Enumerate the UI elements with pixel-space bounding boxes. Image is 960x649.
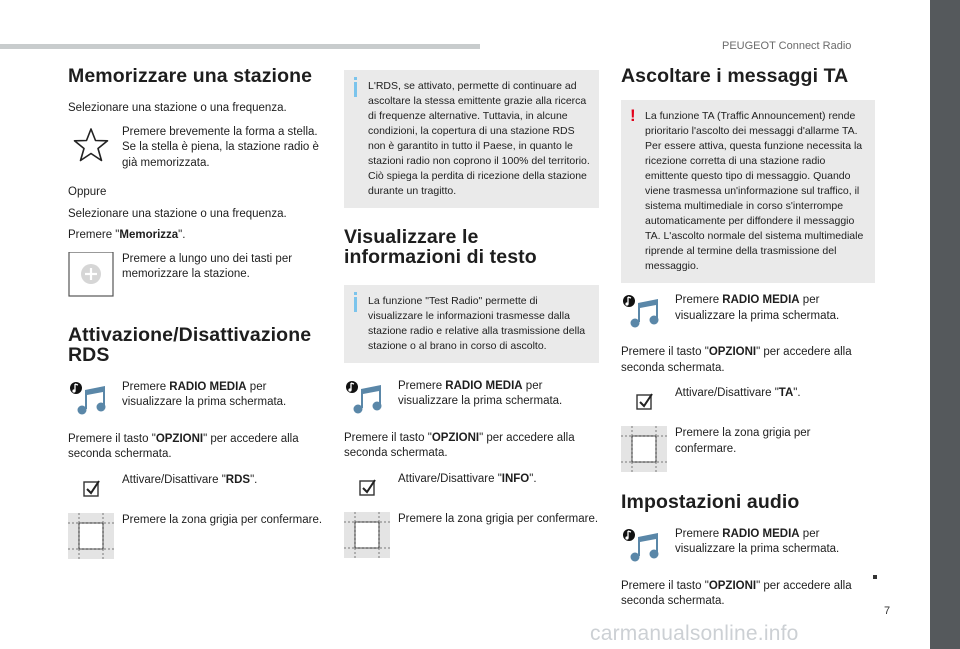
checkbox-icon <box>344 472 390 512</box>
text: Premere " <box>68 229 120 242</box>
step-text: Premere la zona grigia per confermare. <box>675 427 811 455</box>
text-bold: RADIO MEDIA <box>722 294 800 307</box>
info-text: L'RDS, se attivato, permette di continuare ad ascoltare la stessa emittente grazie alla ricerca di frequenze alternative. Tuttavia, in alcune condizioni, la copertura di una stazione RDS non è garantito in tutto il Paese, in quanto le stazioni radio non coprono il 100% del territorio. Ciò spiega la perdita di ricezione della stazione durante un tragitto. <box>368 80 590 197</box>
step-text <box>122 473 326 489</box>
section-heading: Memorizzare una stazione <box>68 65 313 87</box>
text-bold: Memorizza <box>119 229 179 242</box>
text: per visualizzare la prima schermata. <box>398 379 563 408</box>
text: " per accedere alla seconda schermata. <box>68 432 299 461</box>
step-text <box>398 472 599 488</box>
text: Attivare/Disattivare " <box>122 473 226 486</box>
text: ". <box>178 229 186 242</box>
step-text: Premere a lungo uno dei tasti per memorizzare la stazione. <box>122 252 293 281</box>
text-bold: OPZIONI <box>431 431 480 444</box>
text-bold: OPZIONI <box>708 346 757 359</box>
warning-text: La funzione TA (Traffic Announcement) rende prioritario l'ascolto dei messaggi d'allarme TA. Per essere attiva, questa funzione necessita la ricezione corretta di una stazione radio emittente questo tipo di messaggio. Quando viene trasmessa un'informazione sul traffico, il sistema multimediale in corso s'interrompe automaticamente per diffondere il messaggio TA. L'ascolto normale del sistema multimediale riprende al termine della trasmissione del messaggio. <box>645 110 864 273</box>
music-note-icon <box>344 379 390 419</box>
paragraph: Oppure <box>68 186 107 199</box>
step-toggle <box>621 386 875 426</box>
paragraph <box>344 431 599 462</box>
text: " per accedere alla seconda schermata. <box>344 431 575 460</box>
column-1 <box>68 66 326 553</box>
step-star <box>68 125 326 172</box>
text: Premere <box>675 527 723 540</box>
grey-zone-icon <box>621 426 667 466</box>
step-confirm <box>621 426 875 466</box>
info-text: La funzione "Test Radio" permette di visualizzare le informazioni trasmesse dalla stazione radio e relative alla trasmissione della stazione o al brano in corso di ascolto. <box>368 294 586 352</box>
paragraph <box>621 345 875 376</box>
step-text <box>675 527 875 558</box>
text-bold: RADIO MEDIA <box>445 379 523 392</box>
step-confirm <box>68 513 326 553</box>
text: Premere il tasto " <box>621 346 709 359</box>
section-heading: Attivazione/Disattivazione RDS <box>68 323 312 367</box>
text-bold: INFO <box>501 472 530 485</box>
text-bold: RADIO MEDIA <box>169 380 247 393</box>
text: Premere il tasto " <box>621 579 709 592</box>
text-bold: TA <box>778 387 794 400</box>
text-bold: RADIO MEDIA <box>722 527 800 540</box>
info-icon <box>354 297 357 312</box>
warning-icon: ! <box>630 106 636 126</box>
section-heading: Visualizzare le informazioni di testo <box>344 226 537 269</box>
text: Premere <box>675 294 723 307</box>
text: Attivare/Disattivare " <box>398 472 502 485</box>
checkbox-icon <box>621 386 667 426</box>
text: ". <box>793 387 801 400</box>
text: per visualizzare la prima schermata. <box>675 527 840 556</box>
column-2 <box>344 70 599 552</box>
step-text <box>398 379 599 410</box>
text: " per accedere alla seconda schermata. <box>621 346 852 374</box>
text: ". <box>529 472 537 485</box>
step-text <box>122 380 326 411</box>
step-text: Premere la zona grigia per confermare. <box>398 512 599 525</box>
step-text <box>675 386 875 402</box>
step-toggle <box>68 473 326 513</box>
paragraph <box>68 228 326 244</box>
header-title: PEUGEOT Connect Radio <box>722 40 852 52</box>
step-text <box>675 293 875 324</box>
section-heading: Impostazioni audio <box>621 491 800 514</box>
text: " per accedere alla seconda schermata. <box>621 579 852 608</box>
text: per visualizzare la prima schermata. <box>122 380 287 409</box>
star-icon <box>68 125 114 165</box>
page-number: 7 <box>884 605 891 617</box>
paragraph <box>68 432 326 463</box>
text: Attivare/Disattivare " <box>675 387 779 400</box>
info-box <box>344 285 599 363</box>
column-3 <box>621 66 875 610</box>
step-radio-media <box>621 293 875 333</box>
info-box <box>344 70 599 208</box>
text: Premere il tasto " <box>68 432 156 445</box>
text: Premere il tasto " <box>344 431 432 444</box>
checkbox-icon <box>68 473 114 513</box>
step-radio-media <box>68 380 326 420</box>
top-rule <box>0 44 480 49</box>
text-bold: RDS <box>225 473 251 486</box>
text-bold: OPZIONI <box>708 579 757 592</box>
text: per visualizzare la prima schermata. <box>675 294 840 322</box>
grey-zone-icon <box>344 512 390 552</box>
step-text: Premere brevemente la forma a stella. Se la stella è piena, la stazione radio è già memorizzata. <box>122 125 319 169</box>
info-icon <box>354 82 357 97</box>
step-toggle <box>344 472 599 512</box>
add-preset-icon <box>68 252 114 292</box>
text: Premere <box>122 380 170 393</box>
music-note-icon <box>621 527 667 567</box>
step-add <box>68 252 326 292</box>
section-heading: Ascoltare i messaggi TA <box>621 65 849 87</box>
music-note-icon <box>621 293 667 333</box>
step-radio-media <box>621 527 875 567</box>
step-radio-media <box>344 379 599 419</box>
warning-box <box>621 100 875 283</box>
text: Premere <box>398 379 446 392</box>
music-note-icon <box>68 380 114 420</box>
watermark: carmanualsonline.info <box>590 622 799 645</box>
step-text: Premere la zona grigia per confermare. <box>122 513 323 526</box>
grey-zone-icon <box>68 513 114 553</box>
paragraph <box>621 579 875 610</box>
paragraph: Selezionare una stazione o una frequenza. <box>68 207 287 220</box>
text: ". <box>250 473 258 486</box>
step-confirm <box>344 512 599 552</box>
text-bold: OPZIONI <box>155 432 204 445</box>
side-tab <box>930 0 960 649</box>
paragraph: Selezionare una stazione o una frequenza. <box>68 102 287 115</box>
